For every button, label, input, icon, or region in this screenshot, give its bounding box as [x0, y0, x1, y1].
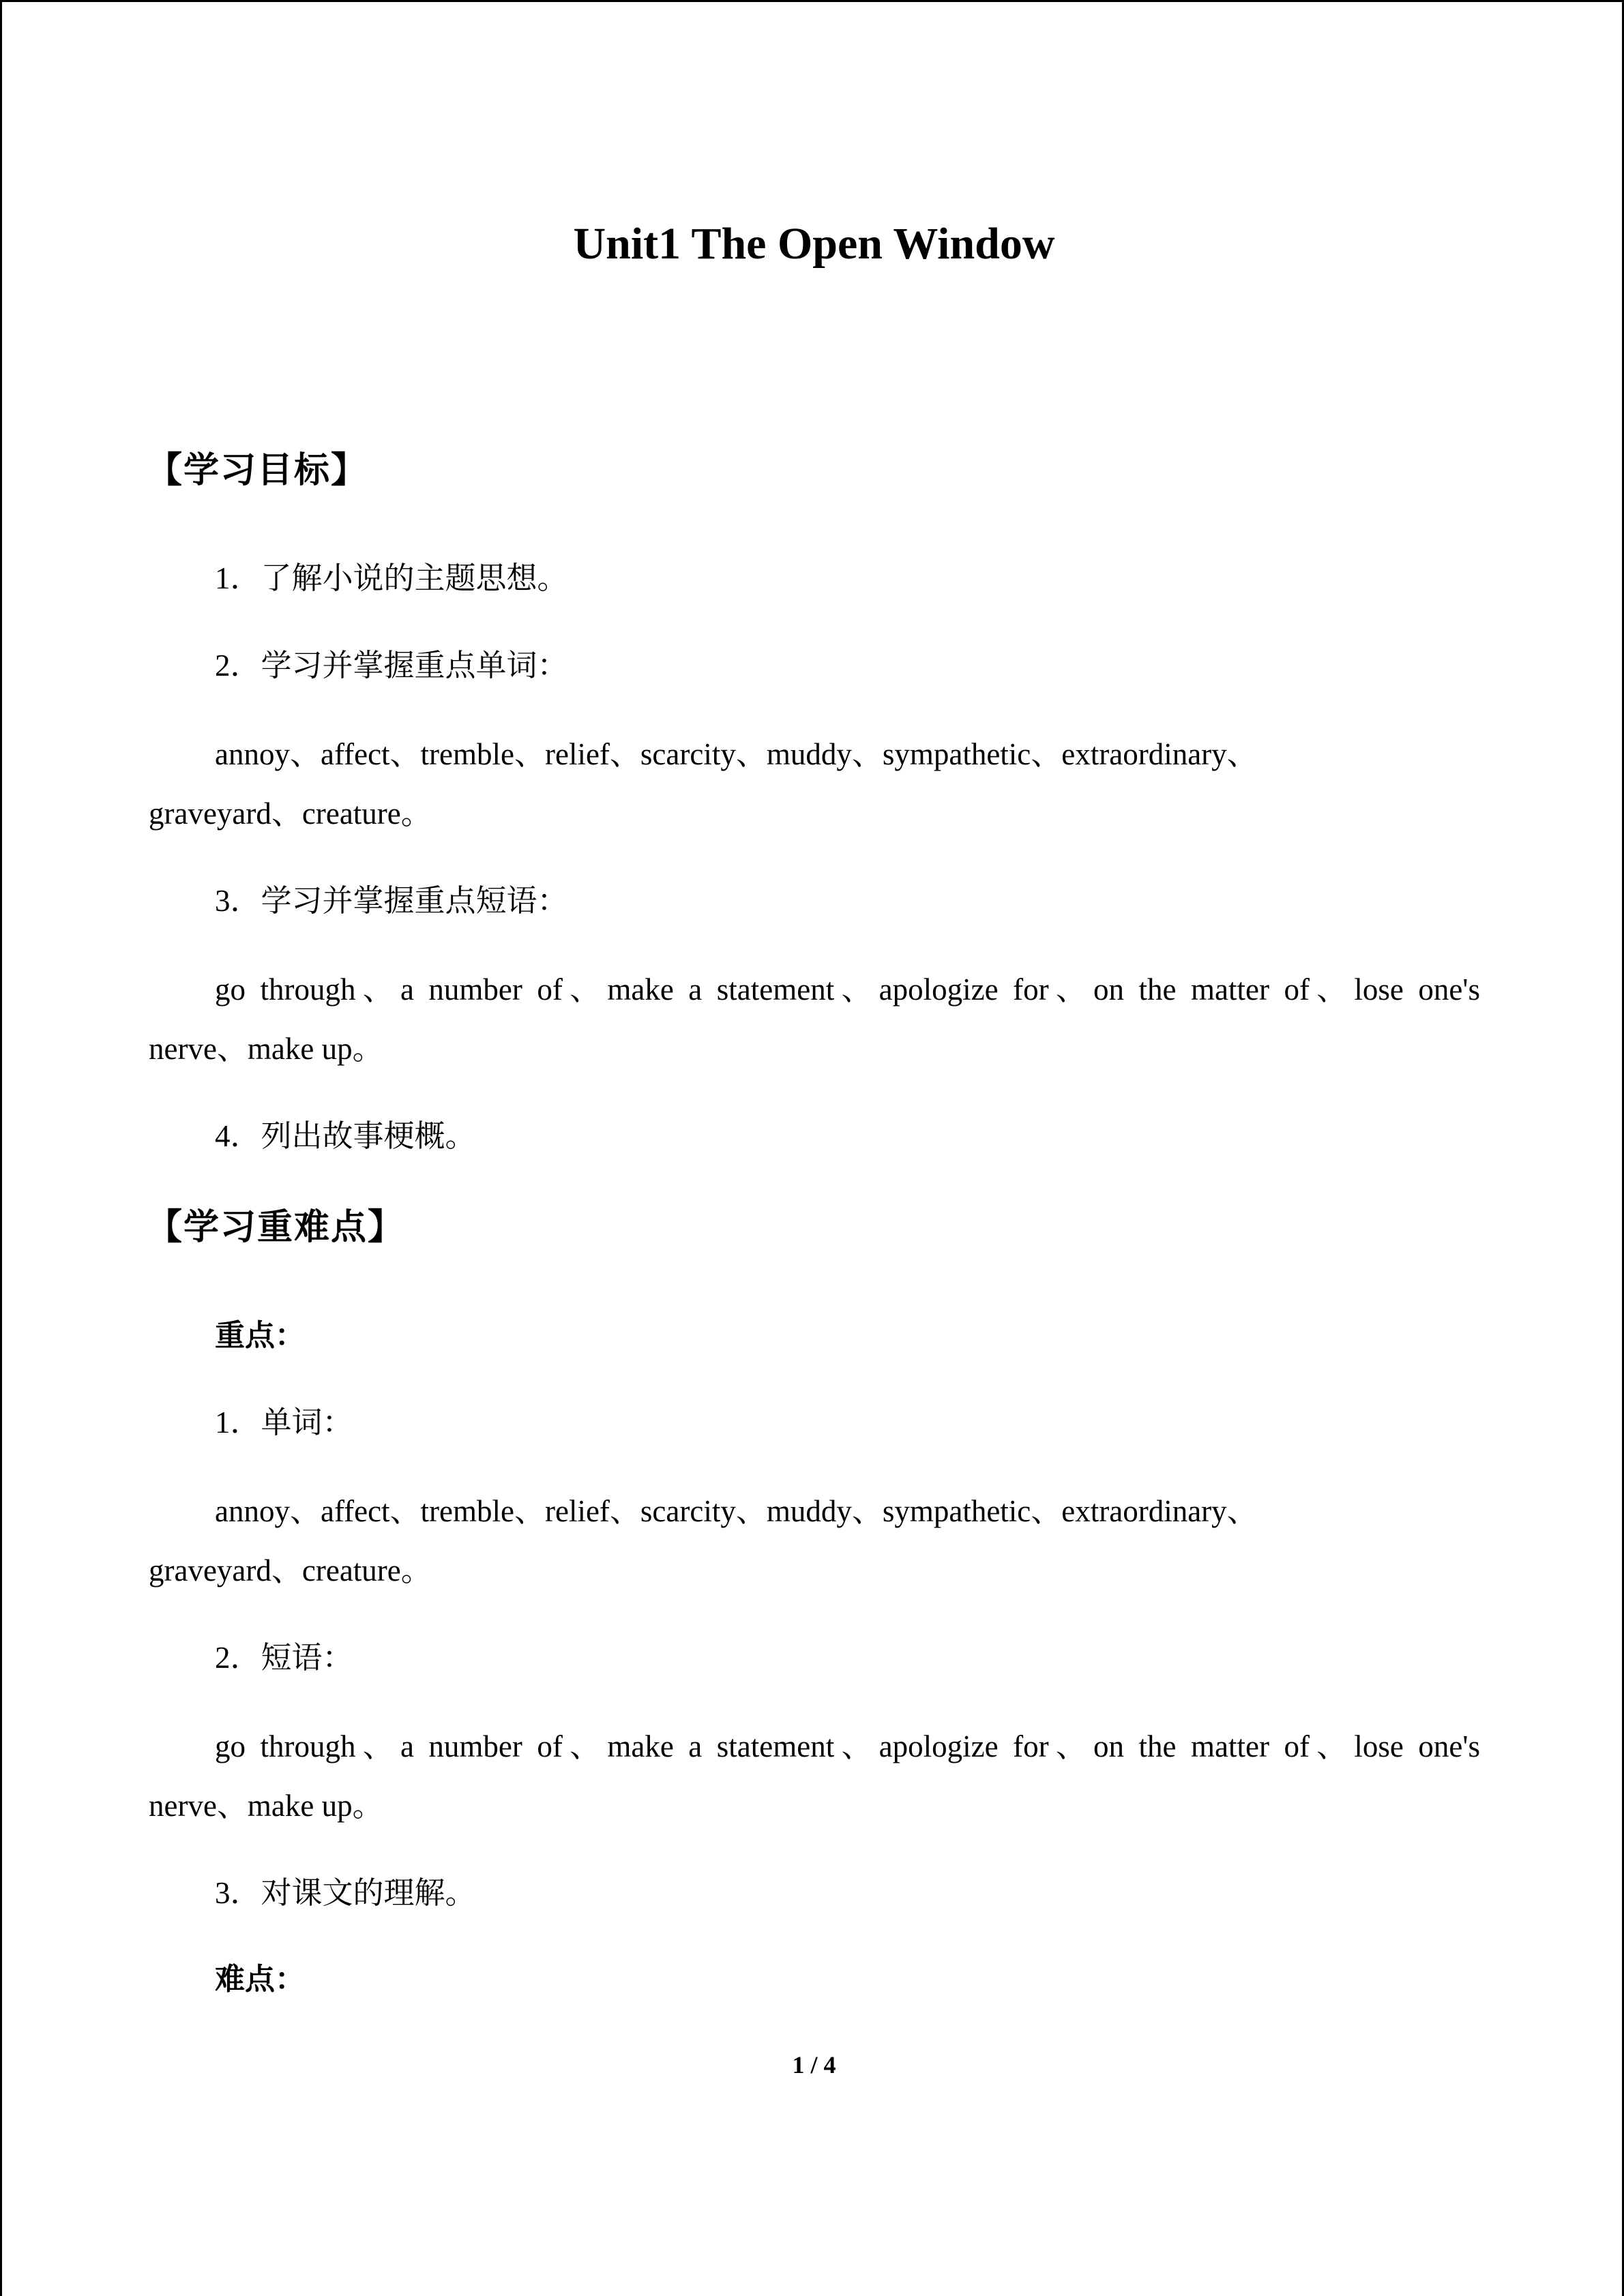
page-number: 1 / 4 — [792, 2051, 836, 2078]
key-phrases-line-1: go through、a number of、make a statement、apologize for、on the matter of、lose one's — [215, 1729, 1480, 1763]
objective-phrases-line-2: nerve、make up。 — [149, 1032, 383, 1066]
objective-item-4: 4．列出故事梗概。 — [215, 1119, 476, 1153]
objective-item-1: 1．了解小说的主题思想。 — [215, 561, 568, 595]
key-words-line-1: annoy、affect、tremble、relief、scarcity、muddy、sympathetic、extraordinary、 — [215, 1494, 1258, 1528]
objective-item-2: 2．学习并掌握重点单词： — [215, 648, 568, 683]
key-item-2: 2．短语： — [215, 1641, 353, 1675]
key-words-line-2: graveyard、creature。 — [149, 1553, 432, 1587]
difficult-points-label: 难点： — [215, 1962, 305, 1997]
section-heading-objectives: 【学习目标】 — [147, 450, 368, 491]
objective-words-line-1: annoy、affect、tremble、relief、scarcity、muddy、sympathetic、extraordinary、 — [215, 737, 1258, 771]
key-points-label: 重点： — [215, 1318, 305, 1353]
objective-words-line-2: graveyard、creature。 — [149, 796, 432, 831]
objective-item-3: 3．学习并掌握重点短语： — [215, 884, 568, 918]
key-phrases-line-2: nerve、make up。 — [149, 1789, 383, 1823]
section-heading-key-points: 【学习重难点】 — [147, 1207, 405, 1248]
document-title: Unit1 The Open Window — [573, 219, 1055, 269]
key-item-1: 1．单词： — [215, 1405, 353, 1440]
key-item-3: 3．对课文的理解。 — [215, 1876, 476, 1910]
objective-phrases-line-1: go through、a number of、make a statement、apologize for、on the matter of、lose one's — [215, 972, 1480, 1007]
